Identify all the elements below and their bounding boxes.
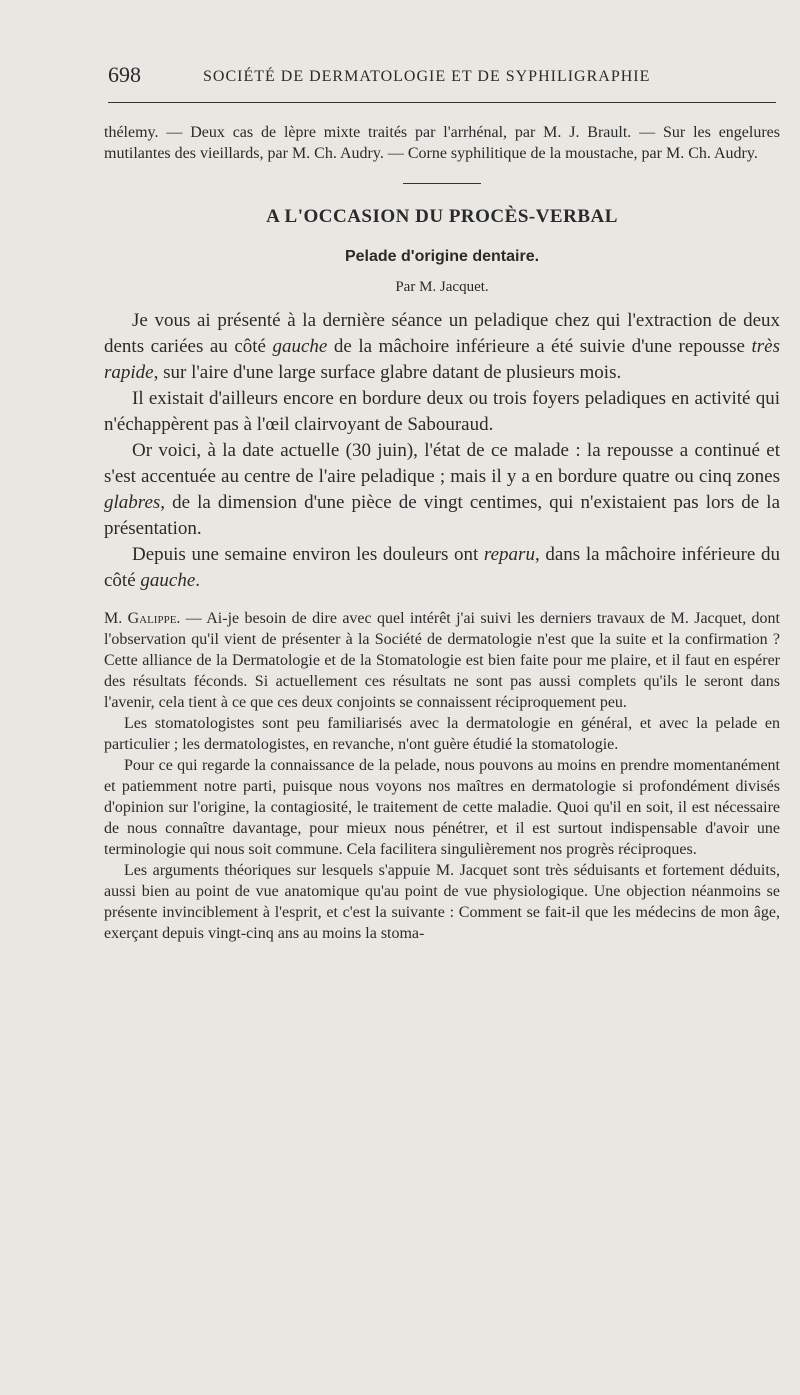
emphasis: gauche bbox=[140, 570, 196, 591]
body-paragraph bbox=[104, 308, 780, 386]
page-content bbox=[104, 122, 780, 944]
running-title: SOCIÉTÉ DE DERMATOLOGIE ET DE SYPHILIGRAPHIE bbox=[203, 68, 651, 85]
discussion-paragraph: Les arguments théoriques sur lesquels s'appuie M. Jacquet sont très séduisants et fortement déduits, aussi bien au point de vue anatomique qu'au point de vue physiologique. Une objection néanmoins se présente invinciblement à l'esprit, et c'est la suivante : Comment se fait-il que les médecins de mon âge, exerçant depuis vingt-cinq ans au moins la stoma- bbox=[104, 862, 780, 942]
text-run: Je vous ai présenté à la dernière séance un peladique chez qui l'extraction de deux dents cariées au côté bbox=[104, 310, 780, 357]
body-paragraph bbox=[104, 438, 780, 542]
body-paragraph: Il existait d'ailleurs encore en bordure deux ou trois foyers peladiques en activité qui n'échappèrent pas à l'œil clairvoyant de Sabouraud. bbox=[104, 388, 780, 435]
article-title: Pelade d'origine dentaire. bbox=[344, 248, 540, 265]
section-title: A L'OCCASION DU PROCÈS-VERBAL bbox=[266, 206, 618, 227]
discussion-paragraph: Pour ce qui regarde la connaissance de la pelade, nous pouvons au moins en prendre momentanément et patiemment notre parti, puisque nous voyons nos maîtres en dermatologie si profondément divisés d'opinion sur l'origine, la contagiosité, le traitement de cette maladie. Quoi qu'il en soit, il est nécessaire de nous connaître davantage, pour mieux nous pénétrer, et il est surtout indispensable d'avoir une terminologie qui nous soit commune. Cela facilitera singulièrement nos progrès réciproques. bbox=[104, 757, 780, 858]
discussion-paragraph bbox=[104, 608, 780, 713]
page-header bbox=[108, 62, 780, 92]
emphasis: reparu bbox=[483, 544, 535, 565]
text-run: , dans la mâchoire inférieure du côté bbox=[104, 544, 781, 591]
text-run: , sur l'aire d'une large surface glabre datant de plusieurs mois. bbox=[153, 362, 622, 383]
text-run: . bbox=[195, 570, 201, 591]
article-byline: Par M. Jacquet. bbox=[395, 279, 489, 295]
text-run: — Ai-je besoin de dire avec quel intérêt j'ai suivi les derniers travaux de M. Jacquet, dont l'observation qu'il vient de présenter à la Société de dermatologie n'est que la suite et la confirmation ? Cette alliance de la Dermatologie et de la Stomatologie est bien faite pour me plaire, et il faut en espérer des résultats féconds. Si actuellement ces résultats ne sont pas aussi complets qu'ils le seront dans l'avenir, cela tient à ce que ces deux conjoints se connaissent réciproquement peu. bbox=[104, 610, 781, 711]
discussion bbox=[104, 608, 780, 944]
text-run: Or voici, à la date actuelle (30 juin), l'état de ce malade : la repousse a continué et s'est accentuée au centre de l'aire peladique ; mais il y a en bordure quatre ou cinq zones bbox=[104, 440, 780, 487]
emphasis: gauche bbox=[272, 336, 328, 357]
emphasis: très rapide bbox=[104, 336, 780, 383]
emphasis: glabres bbox=[104, 492, 161, 513]
body-paragraph bbox=[104, 542, 780, 594]
text-run: Depuis une semaine environ les douleurs ont bbox=[132, 544, 484, 565]
discussion-paragraph: Les stomatologistes sont peu familiarisés avec la dermatologie en général, et avec la pelade en particulier ; les dermatologistes, en revanche, n'ont guère étudié la stomatologie. bbox=[104, 715, 780, 753]
text-run: , de la dimension d'une pièce de vingt centimes, qui n'existaient pas lors de la présentation. bbox=[104, 492, 780, 539]
speaker-name: M. Galippe. bbox=[104, 610, 181, 627]
intro-continuation: thélemy. — Deux cas de lèpre mixte traités par l'arrhénal, par M. J. Brault. — Sur les engelures mutilantes des vieillards, par M. Ch. Audry. — Corne syphilitique de la moustache, par M. Ch. Audry. bbox=[104, 124, 780, 162]
header-rule bbox=[108, 102, 776, 103]
section-divider bbox=[403, 183, 481, 184]
page-number: 698 bbox=[108, 62, 141, 87]
text-run: de la mâchoire inférieure a été suivie d'une repousse bbox=[327, 336, 752, 357]
article-body bbox=[104, 308, 780, 594]
